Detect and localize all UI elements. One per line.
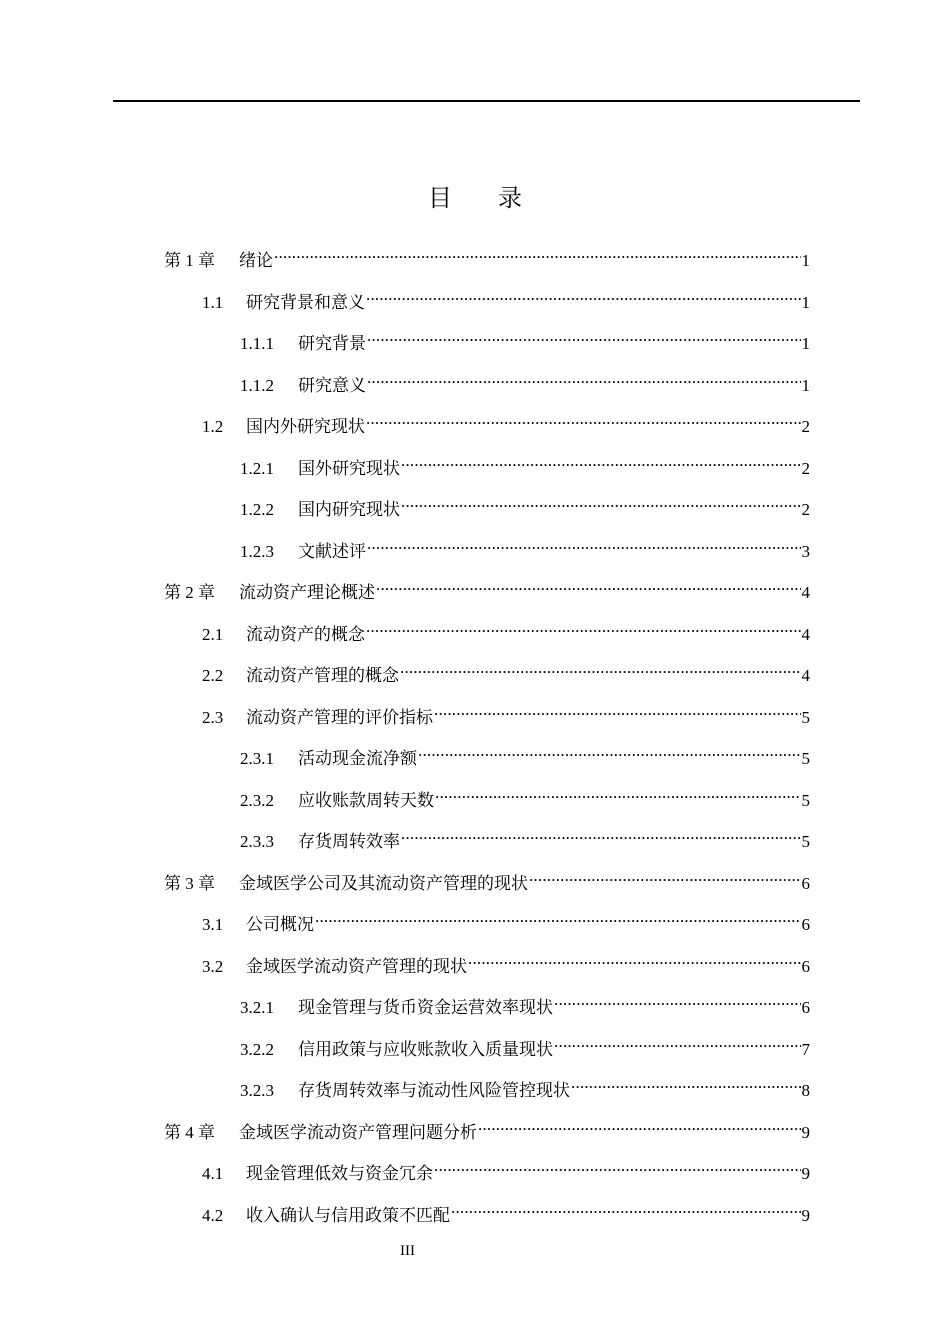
toc-entry[interactable]	[240, 531, 810, 561]
toc-entry-title: 研究背景	[298, 334, 366, 353]
toc-entry-page: 1	[801, 292, 810, 312]
dot-leader	[554, 987, 801, 1013]
toc-entry-number: 3.2	[202, 956, 224, 976]
toc-entry-page: 1	[801, 334, 810, 353]
toc-entry-page: 5	[801, 790, 810, 810]
toc-entry-title: 文献述评	[298, 541, 366, 561]
toc-entry-number: 3.2.3	[240, 1081, 274, 1100]
dot-leader	[478, 1112, 801, 1138]
toc-entry-page: 6	[801, 998, 810, 1017]
toc-entry-number: 第 1 章	[164, 251, 215, 270]
toc-entry-number: 1.1	[202, 292, 224, 312]
toc-entry-page: 2	[801, 458, 810, 478]
dot-leader	[367, 323, 801, 349]
toc-entry-number: 2.1	[202, 624, 224, 644]
toc-entry-title: 国内外研究现状	[246, 417, 365, 436]
toc-entry-page: 4	[801, 624, 810, 644]
dot-leader	[366, 614, 801, 640]
toc-entry-number: 4.1	[202, 1164, 224, 1183]
toc-entry-title: 存货周转效率与流动性风险管控现状	[298, 1081, 570, 1100]
toc-entry[interactable]	[202, 697, 810, 727]
toc-entry-title: 信用政策与应收账款收入质量现状	[298, 1039, 553, 1059]
toc-entry-number: 1.1.1	[240, 334, 274, 353]
toc-entry-number: 3.2.2	[240, 1039, 274, 1059]
toc-entry[interactable]	[240, 1029, 810, 1059]
toc-entry-number: 1.2.3	[240, 541, 274, 561]
toc-entry-page: 6	[801, 956, 810, 976]
toc-entry-number: 3.2.1	[240, 998, 274, 1017]
toc-entry-title: 绪论	[239, 251, 273, 270]
toc-entry-number: 第 4 章	[164, 1122, 215, 1142]
dot-leader	[434, 1153, 801, 1179]
toc-entry[interactable]	[202, 946, 810, 976]
dot-leader	[400, 655, 801, 681]
toc-entry-page: 2	[801, 417, 810, 436]
toc-entry-page: 7	[801, 1039, 810, 1059]
toc-entry[interactable]	[202, 406, 810, 436]
toc-entry-page: 6	[801, 873, 810, 893]
dot-leader	[435, 780, 801, 806]
toc-entry-number: 第 3 章	[164, 873, 215, 893]
toc-entry-page: 6	[801, 915, 810, 934]
toc-entry-title: 流动资产管理的概念	[246, 666, 399, 685]
toc-entry[interactable]	[240, 780, 810, 810]
toc-entry-title: 流动资产理论概述	[239, 583, 375, 602]
toc-entry-page: 4	[801, 666, 810, 685]
toc-entry-page: 5	[801, 832, 810, 851]
toc-title-right: 录	[498, 186, 522, 212]
toc-entry[interactable]	[202, 1195, 810, 1225]
toc-entry[interactable]	[202, 282, 810, 312]
dot-leader	[367, 365, 801, 391]
toc-entry-number: 2.3.3	[240, 832, 274, 851]
toc-title	[0, 178, 950, 213]
toc-entry-number: 第 2 章	[164, 583, 215, 602]
toc-entry-number: 2.3.1	[240, 749, 274, 768]
toc-entry-number: 3.1	[202, 915, 224, 934]
toc-entry[interactable]	[202, 1153, 810, 1183]
dot-leader	[434, 697, 801, 723]
dot-leader	[366, 406, 801, 432]
toc-entry-title: 国内研究现状	[298, 500, 400, 519]
dot-leader	[367, 531, 801, 557]
toc-entry-page: 9	[801, 1164, 810, 1183]
dot-leader	[401, 448, 801, 474]
toc-entry-number: 1.2.2	[240, 500, 274, 519]
dot-leader	[274, 240, 801, 266]
toc-entry-page: 9	[801, 1205, 810, 1225]
toc-entry-title: 现金管理低效与资金冗余	[246, 1164, 433, 1183]
toc-entry-title: 研究背景和意义	[246, 292, 365, 312]
page-number: III	[400, 1243, 415, 1259]
toc-entry[interactable]	[164, 572, 810, 602]
dot-leader	[529, 863, 801, 889]
toc-entry[interactable]	[240, 738, 810, 768]
toc-entry[interactable]	[164, 1112, 810, 1142]
toc-entry-title: 国外研究现状	[298, 458, 400, 478]
toc-entry-title: 金域医学公司及其流动资产管理的现状	[239, 873, 528, 893]
toc-entry[interactable]	[202, 614, 810, 644]
toc-entry[interactable]	[164, 863, 810, 893]
toc-entry-title: 活动现金流净额	[298, 749, 417, 768]
toc-entry-page: 5	[801, 749, 810, 768]
toc-entry[interactable]	[240, 448, 810, 478]
toc-entry[interactable]	[240, 987, 810, 1017]
toc-entry-title: 存货周转效率	[298, 832, 400, 851]
toc-entry-page: 5	[801, 707, 810, 727]
toc-entry-page: 4	[801, 583, 810, 602]
header-rule	[113, 100, 860, 102]
toc-entry-page: 1	[801, 251, 810, 270]
dot-leader	[468, 946, 801, 972]
dot-leader	[401, 489, 801, 515]
toc-entry-title: 金域医学流动资产管理问题分析	[239, 1122, 477, 1142]
toc-entry-number: 4.2	[202, 1205, 224, 1225]
dot-leader	[571, 1070, 801, 1096]
toc-entry-number: 1.2	[202, 417, 224, 436]
toc-entry-title: 收入确认与信用政策不匹配	[246, 1205, 450, 1225]
toc-entry[interactable]	[240, 1070, 810, 1100]
toc-entry-number: 1.2.1	[240, 458, 274, 478]
dot-leader	[315, 904, 801, 930]
toc-entry-title: 流动资产管理的评价指标	[246, 707, 433, 727]
toc-entry-page: 9	[801, 1122, 810, 1142]
toc-entry-number: 2.2	[202, 666, 224, 685]
toc-entry[interactable]	[202, 904, 810, 934]
toc-entry-number: 2.3	[202, 707, 224, 727]
toc-entry[interactable]	[240, 365, 810, 395]
toc-entry-number: 2.3.2	[240, 790, 274, 810]
dot-leader	[401, 821, 801, 847]
dot-leader	[376, 572, 801, 598]
dot-leader	[366, 282, 801, 308]
toc-entry-title: 公司概况	[246, 915, 314, 934]
toc-entry-page: 1	[801, 375, 810, 395]
dot-leader	[451, 1195, 801, 1221]
toc-entry-page: 3	[801, 541, 810, 561]
dot-leader	[418, 738, 801, 764]
dot-leader	[554, 1029, 801, 1055]
toc-entry-title: 研究意义	[298, 375, 366, 395]
toc-entry[interactable]	[240, 323, 810, 353]
toc-entry-page: 2	[801, 500, 810, 519]
toc-entry-number: 1.1.2	[240, 375, 274, 395]
toc-entry-title: 流动资产的概念	[246, 624, 365, 644]
toc-entry[interactable]	[240, 821, 810, 851]
toc-entry-title: 现金管理与货币资金运营效率现状	[298, 998, 553, 1017]
toc-entry-title: 金域医学流动资产管理的现状	[246, 956, 467, 976]
toc-entry[interactable]	[202, 655, 810, 685]
toc-entry[interactable]	[240, 489, 810, 519]
toc-entry-page: 8	[801, 1081, 810, 1100]
toc-title-left: 目	[428, 186, 452, 212]
toc-entry-title: 应收账款周转天数	[298, 790, 434, 810]
toc-entry[interactable]	[164, 240, 810, 270]
